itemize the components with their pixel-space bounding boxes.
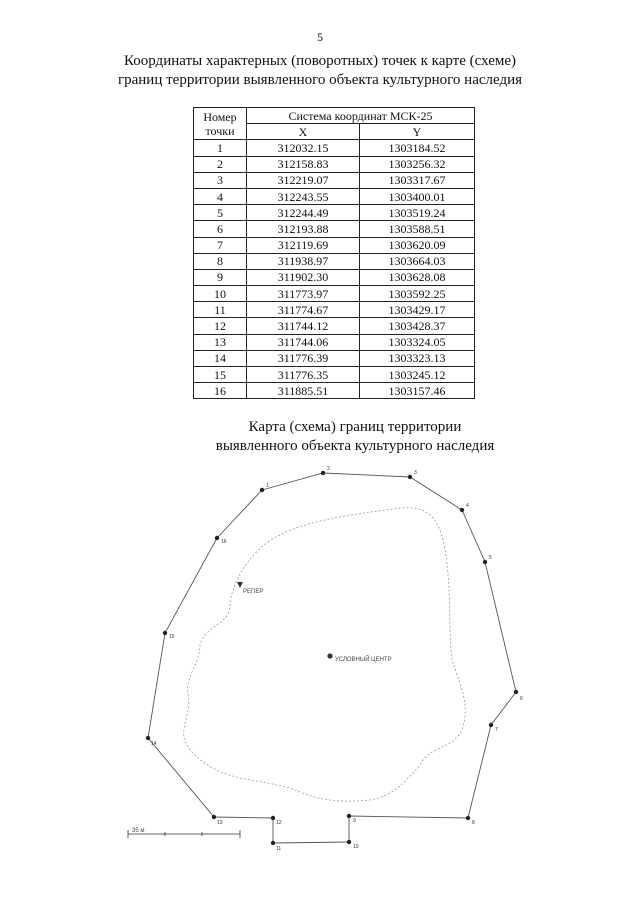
y-coordinate-cell: 1303592.25: [360, 286, 475, 302]
point-number-cell: 12: [194, 318, 247, 334]
boundary-point-label-7: 7: [495, 727, 498, 733]
point-number-cell: 9: [194, 269, 247, 285]
table-row: [194, 334, 475, 350]
x-coordinate-cell: 312243.55: [247, 188, 360, 204]
map-title: [0, 418, 640, 456]
table-row: [194, 188, 475, 204]
boundary-point-label-13: 13: [217, 820, 223, 826]
x-coordinate-cell: 311902.30: [247, 269, 360, 285]
x-coordinate-cell: 311938.97: [247, 253, 360, 269]
boundary-point-15: [163, 631, 167, 635]
x-coordinate-cell: 312119.69: [247, 237, 360, 253]
table-row: [194, 156, 475, 172]
point-number-cell: 10: [194, 286, 247, 302]
boundary-point-label-1: 1: [266, 483, 269, 489]
y-coordinate-cell: 1303428.37: [360, 318, 475, 334]
x-coordinate-cell: 312193.88: [247, 221, 360, 237]
y-coordinate-cell: 1303184.52: [360, 140, 475, 156]
y-coordinate-cell: 1303588.51: [360, 221, 475, 237]
boundary-point-4: [460, 508, 464, 512]
y-coordinate-cell: 1303429.17: [360, 302, 475, 318]
point-number-cell: 11: [194, 302, 247, 318]
boundary-point-label-9: 9: [353, 818, 356, 824]
boundary-point-13: [212, 815, 216, 819]
header-point-number-line1: Номер: [203, 109, 237, 124]
table-row: [194, 172, 475, 188]
x-coordinate-cell: 312158.83: [247, 156, 360, 172]
center-label: УСЛОВНЫЙ ЦЕНТР: [335, 657, 392, 663]
y-coordinate-cell: 1303628.08: [360, 269, 475, 285]
scale-bar: [128, 828, 240, 838]
x-coordinate-cell: 311885.51: [247, 383, 360, 399]
boundary-point-label-8: 8: [472, 820, 475, 826]
boundary-point-3: [408, 475, 412, 479]
boundary-point-11: [271, 841, 275, 845]
boundary-map: [0, 460, 640, 905]
boundary-point-1: [260, 488, 264, 492]
coordinates-heading-line1: Координаты характерных (поворотных) точек к карте (схеме): [124, 53, 516, 69]
point-number-cell: 4: [194, 188, 247, 204]
table-row: [194, 286, 475, 302]
x-coordinate-cell: 311776.35: [247, 367, 360, 383]
y-coordinate-cell: 1303620.09: [360, 237, 475, 253]
x-coordinate-cell: 312032.15: [247, 140, 360, 156]
boundary-point-label-4: 4: [466, 503, 469, 509]
boundary-point-label-6: 6: [520, 696, 523, 702]
boundary-point-label-10: 10: [353, 844, 359, 850]
point-number-cell: 5: [194, 205, 247, 221]
y-coordinate-cell: 1303323.13: [360, 350, 475, 366]
y-coordinate-cell: 1303519.24: [360, 205, 475, 221]
coordinates-heading-line2: границ территории выявленного объекта культурного наследия: [117, 72, 523, 88]
x-coordinate-cell: 311744.06: [247, 334, 360, 350]
table-row: [194, 302, 475, 318]
table-row: [194, 350, 475, 366]
x-coordinate-cell: 312244.49: [247, 205, 360, 221]
table-row: [194, 237, 475, 253]
map-title-line1: Карта (схема) границ территории: [248, 419, 462, 435]
boundary-point-label-3: 3: [414, 470, 417, 476]
header-x: X: [247, 124, 360, 140]
scale-label: 35 м: [132, 828, 145, 834]
header-coordinate-system: Система координат МСК-25: [247, 108, 475, 124]
point-number-cell: 16: [194, 383, 247, 399]
boundary-point-9: [347, 814, 351, 818]
boundary-polygon: [148, 473, 516, 843]
table-row: [194, 253, 475, 269]
reper-marker-icon: [237, 582, 243, 588]
boundary-point-7: [489, 723, 493, 727]
x-coordinate-cell: 311744.12: [247, 318, 360, 334]
header-y: Y: [360, 124, 475, 140]
y-coordinate-cell: 1303664.03: [360, 253, 475, 269]
y-coordinate-cell: 1303256.32: [360, 156, 475, 172]
boundary-point-12: [271, 816, 275, 820]
point-number-cell: 2: [194, 156, 247, 172]
table-body: [194, 140, 475, 399]
reper-label: РЕПЕР: [243, 589, 264, 595]
boundary-point-14: [146, 736, 150, 740]
header-point-number-line2: точки: [205, 123, 235, 138]
x-coordinate-cell: 311774.67: [247, 302, 360, 318]
table-row: [194, 269, 475, 285]
boundary-point-8: [466, 816, 470, 820]
y-coordinate-cell: 1303324.05: [360, 334, 475, 350]
object-contour: [184, 508, 466, 802]
table-row: [194, 221, 475, 237]
boundary-point-label-12: 12: [276, 820, 282, 826]
coordinates-heading: [0, 52, 640, 90]
y-coordinate-cell: 1303400.01: [360, 188, 475, 204]
table-row: [194, 140, 475, 156]
point-number-cell: 7: [194, 237, 247, 253]
boundary-point-label-2: 2: [327, 466, 330, 472]
x-coordinate-cell: 311773.97: [247, 286, 360, 302]
point-number-cell: 6: [194, 221, 247, 237]
y-coordinate-cell: 1303317.67: [360, 172, 475, 188]
boundary-point-label-16: 16: [221, 539, 227, 545]
x-coordinate-cell: 311776.39: [247, 350, 360, 366]
boundary-point-6: [514, 690, 518, 694]
boundary-point-label-14: 14: [151, 741, 157, 747]
point-number-cell: 15: [194, 367, 247, 383]
header-point-number: [194, 108, 247, 140]
table-row: [194, 367, 475, 383]
boundary-point-5: [483, 560, 487, 564]
table-row: [194, 383, 475, 399]
map-title-line2: выявленного объекта культурного наследия: [215, 438, 495, 454]
boundary-point-label-15: 15: [169, 634, 175, 640]
boundary-point-10: [347, 840, 351, 844]
table-row: [194, 318, 475, 334]
point-number-cell: 1: [194, 140, 247, 156]
y-coordinate-cell: 1303157.46: [360, 383, 475, 399]
point-number-cell: 8: [194, 253, 247, 269]
y-coordinate-cell: 1303245.12: [360, 367, 475, 383]
boundary-point-16: [215, 536, 219, 540]
boundary-point-2: [321, 471, 325, 475]
point-number-cell: 13: [194, 334, 247, 350]
page-number: 5: [317, 30, 323, 44]
x-coordinate-cell: 312219.07: [247, 172, 360, 188]
table-header-row: [194, 108, 475, 124]
point-number-cell: 3: [194, 172, 247, 188]
center-marker-icon: [327, 653, 332, 658]
boundary-point-label-5: 5: [489, 555, 492, 561]
table-row: [194, 205, 475, 221]
coordinates-table: [193, 107, 475, 399]
point-number-cell: 14: [194, 350, 247, 366]
boundary-point-label-11: 11: [276, 846, 282, 852]
